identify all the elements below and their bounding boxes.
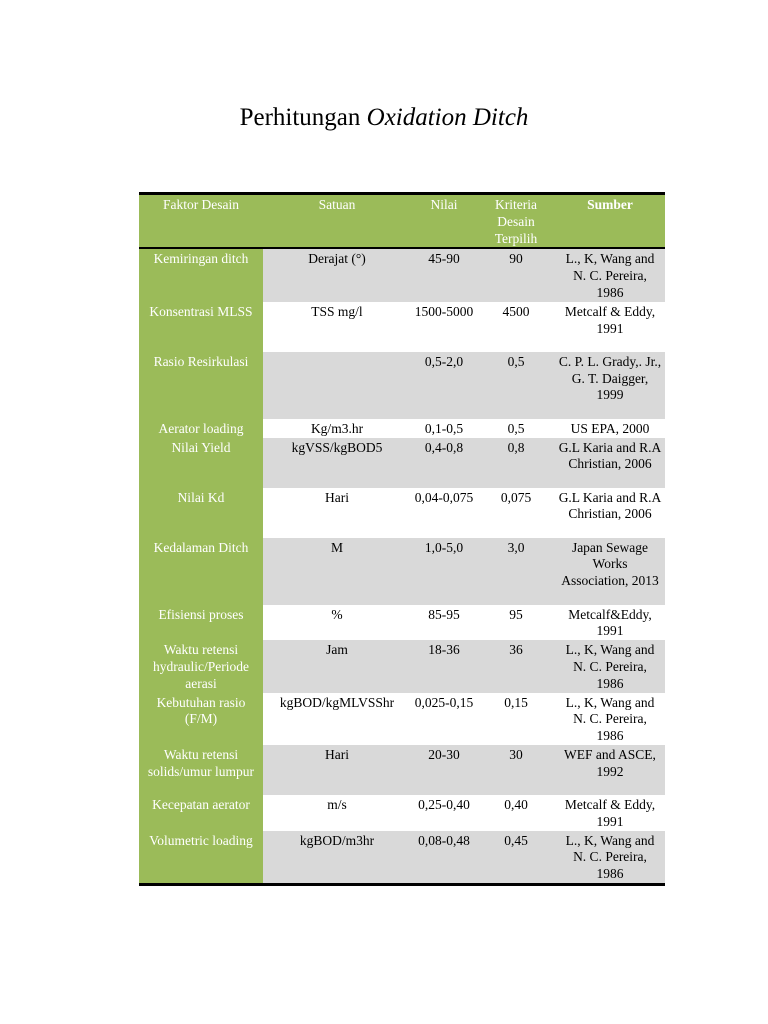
cell-value: 0,25-0,40	[418, 796, 470, 812]
cell-value: 85-95	[428, 606, 460, 622]
cell-unit: kgVSS/kgBOD5	[263, 438, 411, 488]
cell-source: C. P. L. Grady,. Jr., G. T. Daigger, 1999	[555, 352, 665, 419]
cell-chosen: 0,15	[504, 694, 528, 710]
cell-chosen: 36	[477, 640, 555, 692]
cell-unit: M	[263, 538, 411, 605]
cell-factor: Kebutuhan rasio (F/M)	[139, 693, 263, 745]
cell-factor: Kemiringan ditch	[139, 248, 263, 301]
cell-value: 20-30	[411, 745, 477, 795]
cell-unit: Hari	[325, 489, 349, 505]
table-row	[139, 795, 665, 831]
cell-source: Japan Sewage Works Association, 2013	[555, 538, 665, 605]
cell-source: G.L Karia and R.A Christian, 2006	[555, 438, 665, 488]
cell-source: Metcalf & Eddy, 1991	[564, 796, 656, 829]
cell-chosen: 30	[477, 745, 555, 795]
table-row	[139, 745, 665, 795]
cell-source: US EPA, 2000	[570, 420, 650, 436]
cell-unit: kgBOD/kgMLVSShr	[279, 694, 395, 710]
cell-chosen: 0,075	[500, 489, 532, 505]
cell-source: L., K, Wang and N. C. Pereira, 1986	[565, 694, 655, 744]
cell-source: L., K, Wang and N. C. Pereira, 1986	[555, 640, 665, 692]
cell-unit: Hari	[263, 745, 411, 795]
cell-factor: Konsentrasi MLSS	[139, 302, 263, 352]
table-row	[139, 693, 665, 745]
table-header-row	[139, 194, 665, 249]
cell-factor: Waktu retensi hydraulic/Periode aerasi	[139, 640, 263, 692]
cell-value: 0,1-0,5	[424, 420, 464, 436]
cell-value: 0,04-0,075	[414, 489, 474, 505]
cell-factor: Kedalaman Ditch	[139, 538, 263, 605]
cell-unit	[263, 352, 411, 419]
table-row	[139, 640, 665, 692]
cell-chosen: 0,8	[477, 438, 555, 488]
header-kriteria: Kriteria Desain Terpilih	[477, 194, 555, 249]
cell-unit: TSS mg/l	[311, 303, 363, 319]
cell-chosen: 3,0	[477, 538, 555, 605]
cell-chosen: 0,5	[507, 420, 525, 436]
design-criteria-table	[139, 192, 665, 886]
cell-unit: Jam	[263, 640, 411, 692]
cell-source: Metcalf & Eddy, 1991	[564, 303, 656, 336]
cell-chosen: 0,5	[477, 352, 555, 419]
table-row	[139, 419, 665, 438]
cell-source: L., K, Wang and N. C. Pereira, 1986	[555, 831, 665, 885]
title-normal: Perhitungan	[239, 104, 367, 131]
cell-unit: m/s	[327, 796, 347, 812]
cell-unit: %	[331, 606, 343, 622]
cell-chosen: 0,40	[504, 796, 528, 812]
cell-factor: Waktu retensi solids/umur lumpur	[139, 745, 263, 795]
table-row	[139, 302, 665, 352]
cell-factor: Efisiensi proses	[139, 605, 263, 641]
cell-factor: Volumetric loading	[139, 831, 263, 885]
table-row	[139, 831, 665, 885]
header-nilai: Nilai	[411, 194, 477, 249]
cell-chosen: 90	[477, 248, 555, 301]
cell-chosen: 95	[509, 606, 523, 622]
table-row	[139, 352, 665, 419]
cell-value: 18-36	[411, 640, 477, 692]
cell-factor: Aerator loading	[139, 419, 263, 438]
cell-source: Metcalf&Eddy, 1991	[568, 606, 652, 639]
header-satuan: Satuan	[263, 194, 411, 249]
cell-value: 0,08-0,48	[411, 831, 477, 885]
title-italic: Oxidation Ditch	[366, 104, 529, 131]
table-row	[139, 538, 665, 605]
table-row	[139, 248, 665, 301]
cell-unit: kgBOD/m3hr	[263, 831, 411, 885]
cell-value: 0,5-2,0	[411, 352, 477, 419]
cell-source: WEF and ASCE, 1992	[555, 745, 665, 795]
table-row	[139, 488, 665, 538]
cell-chosen: 0,45	[477, 831, 555, 885]
cell-unit: Derajat (°)	[263, 248, 411, 301]
cell-factor: Nilai Kd	[139, 488, 263, 538]
cell-factor: Nilai Yield	[139, 438, 263, 488]
cell-value: 0,025-0,15	[414, 694, 474, 710]
table-row	[139, 605, 665, 641]
header-faktor-desain: Faktor Desain	[139, 194, 263, 249]
cell-source: G.L Karia and R.A Christian, 2006	[558, 489, 662, 522]
cell-factor: Kecepatan aerator	[139, 795, 263, 831]
cell-chosen: 4500	[502, 303, 530, 319]
cell-value: 0,4-0,8	[411, 438, 477, 488]
cell-factor: Rasio Resirkulasi	[139, 352, 263, 419]
cell-value: 1500-5000	[414, 303, 474, 319]
cell-value: 45-90	[411, 248, 477, 301]
cell-source: L., K, Wang and N. C. Pereira, 1986	[555, 248, 665, 301]
header-sumber: Sumber	[555, 194, 665, 249]
page-title	[0, 100, 768, 136]
cell-value: 1,0-5,0	[411, 538, 477, 605]
table-row	[139, 438, 665, 488]
cell-unit: Kg/m3.hr	[310, 420, 364, 436]
